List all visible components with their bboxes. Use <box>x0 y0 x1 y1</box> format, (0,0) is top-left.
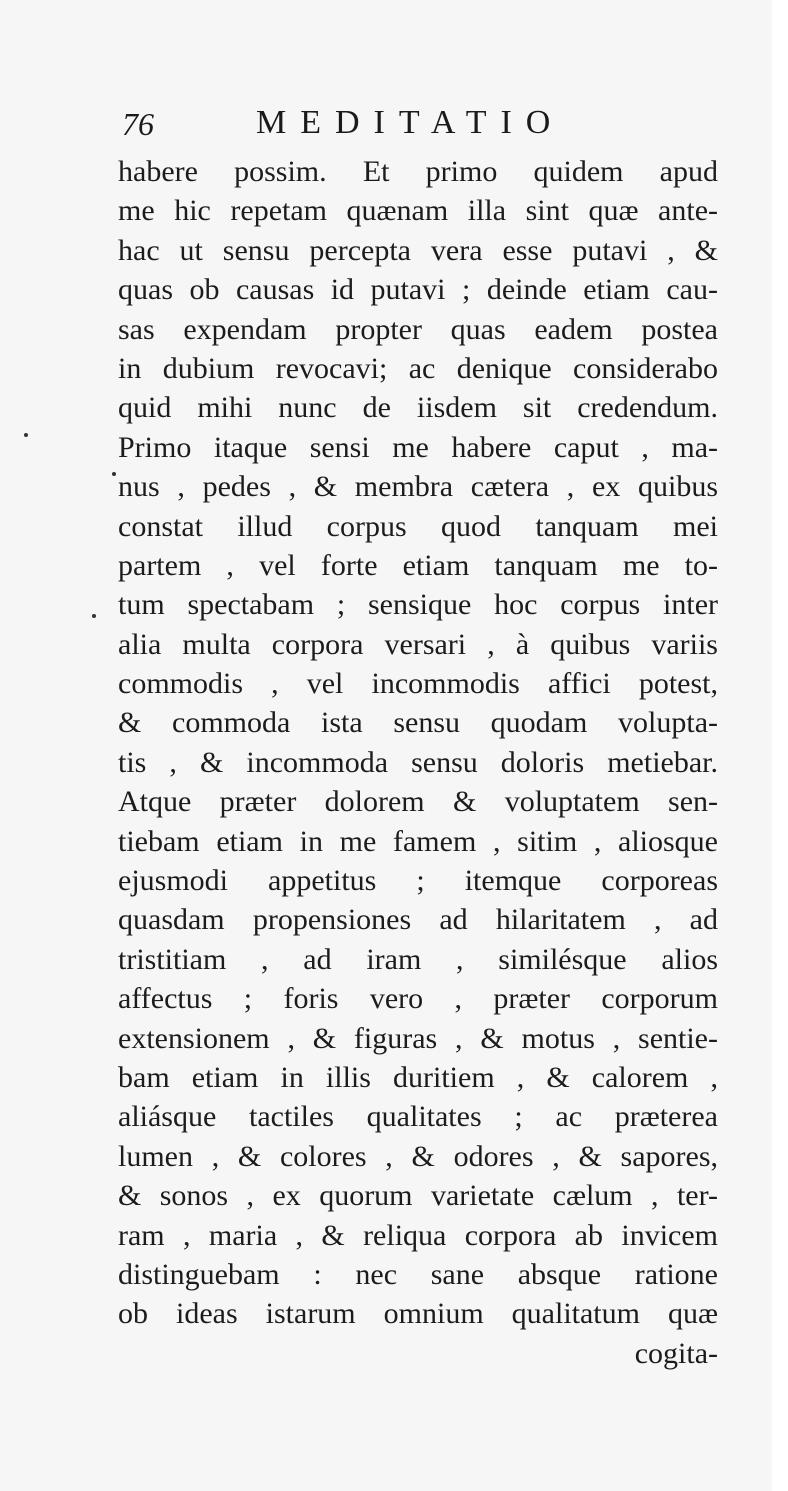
text-line: & commoda ista sensu quodam volupta- <box>118 706 718 740</box>
text-line: Atque præter dolorem & voluptatem sen- <box>118 785 718 819</box>
ink-speck <box>92 614 96 618</box>
text-line: habere possim. Et primo quidem apud <box>118 155 718 188</box>
text-line: Primo itaque sensi me habere caput , ma- <box>118 430 718 464</box>
text-line: affectus ; foris vero , præter corporum <box>118 982 718 1016</box>
body-text <box>118 152 718 1373</box>
text-line: partem , vel forte etiam tanquam me to- <box>118 548 718 582</box>
text-line: hac ut sensu percepta vera esse putavi , & <box>118 233 718 267</box>
text-line: aliásque tactiles qualitates ; ac præterea <box>118 1100 718 1134</box>
text-line: quasdam propensiones ad hilaritatem , ad <box>118 903 718 937</box>
text-line: quid mihi nunc de iisdem sit credendum. <box>118 391 718 425</box>
text-line: constat illud corpus quod tanquam mei <box>118 509 718 543</box>
text-line: me hic repetam quænam illa sint quæ ante- <box>118 194 718 228</box>
text-line: commodis , vel incommodis affici potest, <box>118 667 718 701</box>
text-line: tis , & incommoda sensu doloris metiebar. <box>118 745 718 779</box>
catchword: cogita- <box>634 1336 718 1370</box>
text-line: quas ob causas id putavi ; deinde etiam cau- <box>118 273 718 307</box>
text-line: ob ideas istarum omnium qualitatum quæ <box>118 1297 718 1331</box>
text-line: tum spectabam ; sensique hoc corpus inter <box>118 588 718 622</box>
page-margin-edge <box>772 0 788 1491</box>
text-line: & sonos , ex quorum varietate cælum , ter- <box>118 1179 718 1213</box>
text-line: lumen , & colores , & odores , & sapores, <box>118 1139 718 1173</box>
text-line: nus , pedes , & membra cætera , ex quibus <box>118 470 718 504</box>
ink-speck <box>24 433 28 437</box>
text-line: tristitiam , ad iram , similésque alios <box>118 942 718 976</box>
text-line: distinguebam : nec sane absque ratione <box>118 1257 718 1291</box>
text-line: extensionem , & figuras , & motus , sentie- <box>118 1021 718 1055</box>
text-line: tiebam etiam in me famem , sitim , aliosque <box>118 824 718 858</box>
text-line: in dubium revocavi; ac denique considerabo <box>118 351 718 385</box>
text-line: ram , maria , & reliqua corpora ab invicem <box>118 1218 718 1252</box>
text-line: sas expendam propter quas eadem postea <box>118 312 718 346</box>
page-number: 76 <box>122 106 154 142</box>
ink-speck <box>112 472 116 476</box>
running-head: MEDITATIO <box>256 104 565 141</box>
text-line: ejusmodi appetitus ; itemque corporeas <box>118 864 718 898</box>
text-line: bam etiam in illis duritiem , & calorem , <box>118 1060 718 1094</box>
text-line: alia multa corpora versari , à quibus variis <box>118 627 718 661</box>
page-header <box>122 104 722 144</box>
